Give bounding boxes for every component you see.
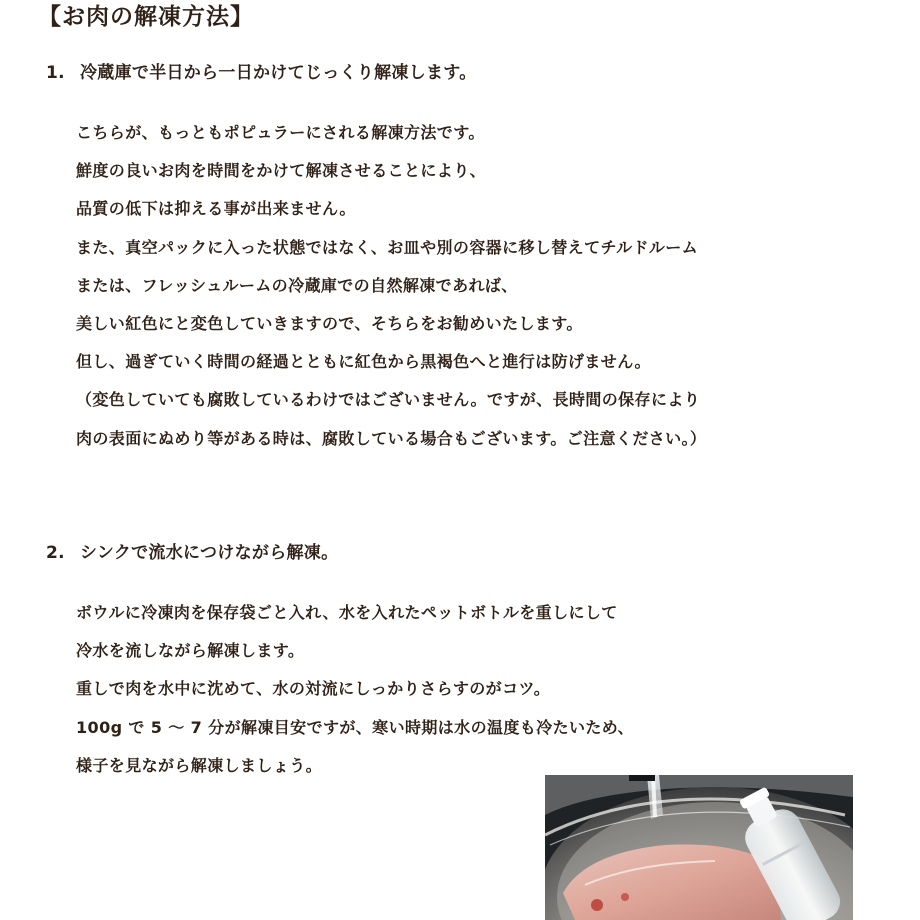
body-line: ボウルに冷凍肉を保存袋ごと入れ、水を入れたペットボトルを重しにして — [76, 603, 618, 622]
body-line: こちらが、もっともポピュラーにされる解凍方法です。 — [76, 123, 485, 142]
section-1-body — [76, 114, 876, 458]
body-line: 鮮度の良いお肉を時間をかけて解凍させることにより、 — [76, 161, 487, 181]
section-2-heading-text: シンクで流水につけながら解凍。 — [80, 543, 339, 563]
body-line: 冷水を流しながら解凍します。 — [76, 641, 305, 661]
section-2-heading — [46, 538, 338, 563]
thawing-photo-illustration — [545, 775, 853, 920]
section-1-heading — [46, 58, 477, 83]
section-2-body — [76, 594, 876, 785]
thawing-photo — [545, 775, 853, 920]
section-1-number: 1. — [46, 63, 65, 83]
body-line: （変色していても腐敗しているわけではございません。ですが、長時間の保存により — [76, 390, 701, 410]
body-line: または、フレッシュルームの冷蔵庫での自然解凍であれば、 — [76, 275, 518, 295]
body-line: また、真空パックに入った状態ではなく、お皿や別の容器に移し替えてチルドルーム — [76, 237, 699, 257]
body-line: 様子を見ながら解凍しましょう。 — [76, 755, 323, 775]
body-line: 重しで肉を水中に沈めて、水の対流にしっかりさらすのがコツ。 — [76, 679, 551, 699]
section-2-number: 2. — [46, 543, 65, 563]
body-line: 但し、過ぎていく時間の経過とともに紅色から黒褐色へと進行は防げません。 — [76, 352, 651, 372]
page-title: 【お肉の解凍方法】 — [38, 4, 254, 30]
section-1-heading-text: 冷蔵庫で半日から一日かけてじっくり解凍します。 — [80, 63, 477, 83]
body-line: 美しい紅色にと変色していきますので、そちらをお勧めいたします。 — [76, 313, 583, 333]
body-line: 100g で 5 ～ 7 分が解凍目安ですが、寒い時期は水の温度も冷たいため、 — [76, 717, 634, 737]
body-line: 肉の表面にぬめり等がある時は、腐敗している場合もございます。ご注意ください。） — [76, 428, 707, 448]
body-line: 品質の低下は抑える事が出来ません。 — [76, 199, 356, 219]
